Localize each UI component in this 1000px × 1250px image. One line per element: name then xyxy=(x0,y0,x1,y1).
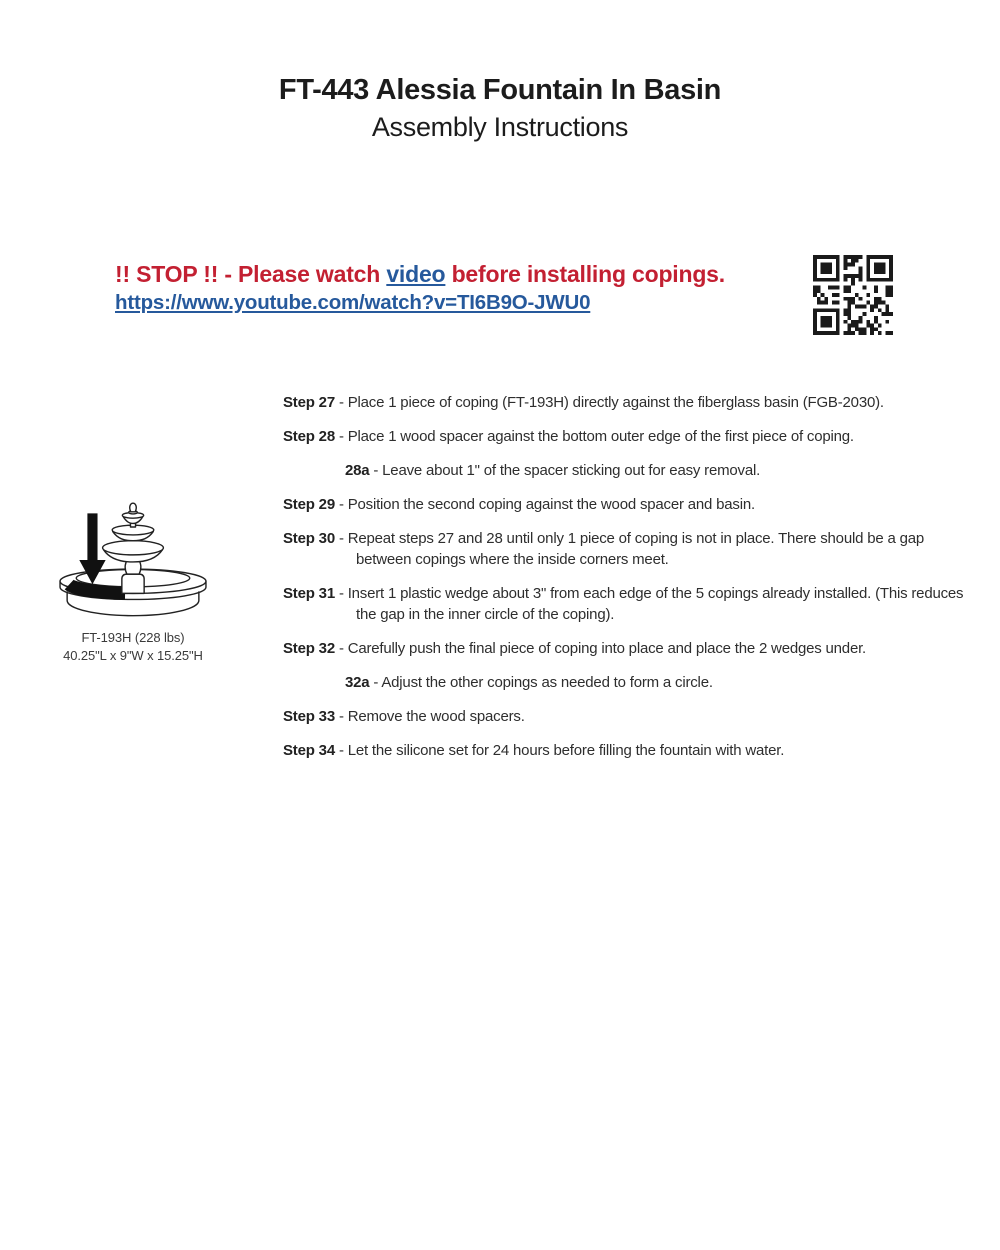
fountain-figure xyxy=(56,502,210,665)
figure-dimensions-label: 40.25"L x 9"W x 15.25"H xyxy=(63,648,203,663)
step-label: 32a xyxy=(345,674,370,691)
step-label: Step 32 xyxy=(283,640,335,657)
step-row xyxy=(283,706,973,727)
steps-list xyxy=(283,392,973,774)
step-text: - Let the silicone set for 24 hours before filling the fountain with water. xyxy=(338,742,785,759)
step-label: Step 33 xyxy=(283,708,335,725)
step-row xyxy=(283,392,973,413)
qr-code-image xyxy=(813,255,893,335)
step-text: - Place 1 wood spacer against the bottom outer edge of the first piece of coping. xyxy=(338,428,854,445)
step-text: - Position the second coping against the wood spacer and basin. xyxy=(338,496,755,513)
step-row xyxy=(283,583,973,625)
pedestal-base xyxy=(122,574,144,593)
warning-prefix: !! STOP !! - Please watch xyxy=(115,261,387,287)
video-link[interactable]: video xyxy=(386,261,446,287)
warning-block xyxy=(115,258,825,315)
qr-code-icon xyxy=(813,255,893,335)
figure-model-label: FT-193H (228 lbs) xyxy=(81,630,185,645)
page-subtitle: Assembly Instructions xyxy=(371,112,629,142)
step-text: - Carefully push the final piece of coping into place and place the 2 wedges under. xyxy=(338,640,867,657)
step-label: Step 27 xyxy=(283,394,335,411)
step-row xyxy=(283,528,973,570)
title-block xyxy=(0,72,1000,145)
step-text: - Adjust the other copings as needed to form a circle. xyxy=(373,674,713,691)
step-row xyxy=(283,638,973,659)
step-label: Step 30 xyxy=(283,530,335,547)
step-row xyxy=(283,740,973,761)
page-title: FT-443 Alessia Fountain In Basin xyxy=(278,74,722,106)
step-text: - Place 1 piece of coping (FT-193H) directly against the fiberglass basin (FGB-2030). xyxy=(338,394,884,411)
step-text: - Insert 1 plastic wedge about 3" from each edge of the 5 copings already installed. (This reduces the gap in the inner circle of the coping). xyxy=(338,585,964,623)
warning-text xyxy=(115,258,825,290)
step-text: - Leave about 1" of the spacer sticking out for easy removal. xyxy=(373,462,761,479)
step-label: Step 28 xyxy=(283,428,335,445)
step-text: - Repeat steps 27 and 28 until only 1 piece of coping is not in place. There should be a gap between copings where the inside corners meet. xyxy=(338,530,925,568)
step-row xyxy=(283,494,973,515)
step-label: Step 34 xyxy=(283,742,335,759)
step-row xyxy=(283,460,973,481)
step-row xyxy=(283,426,973,447)
step-row xyxy=(283,672,973,693)
video-url-link[interactable]: https://www.youtube.com/watch?v=TI6B9O-JWU0 xyxy=(115,291,591,314)
step-label: Step 29 xyxy=(283,496,335,513)
step-label: 28a xyxy=(345,462,370,479)
step-label: Step 31 xyxy=(283,585,335,602)
figure-caption xyxy=(56,629,210,665)
step-text: - Remove the wood spacers. xyxy=(338,708,525,725)
fountain-illustration xyxy=(57,502,209,626)
warning-suffix: before installing copings. xyxy=(445,261,725,287)
